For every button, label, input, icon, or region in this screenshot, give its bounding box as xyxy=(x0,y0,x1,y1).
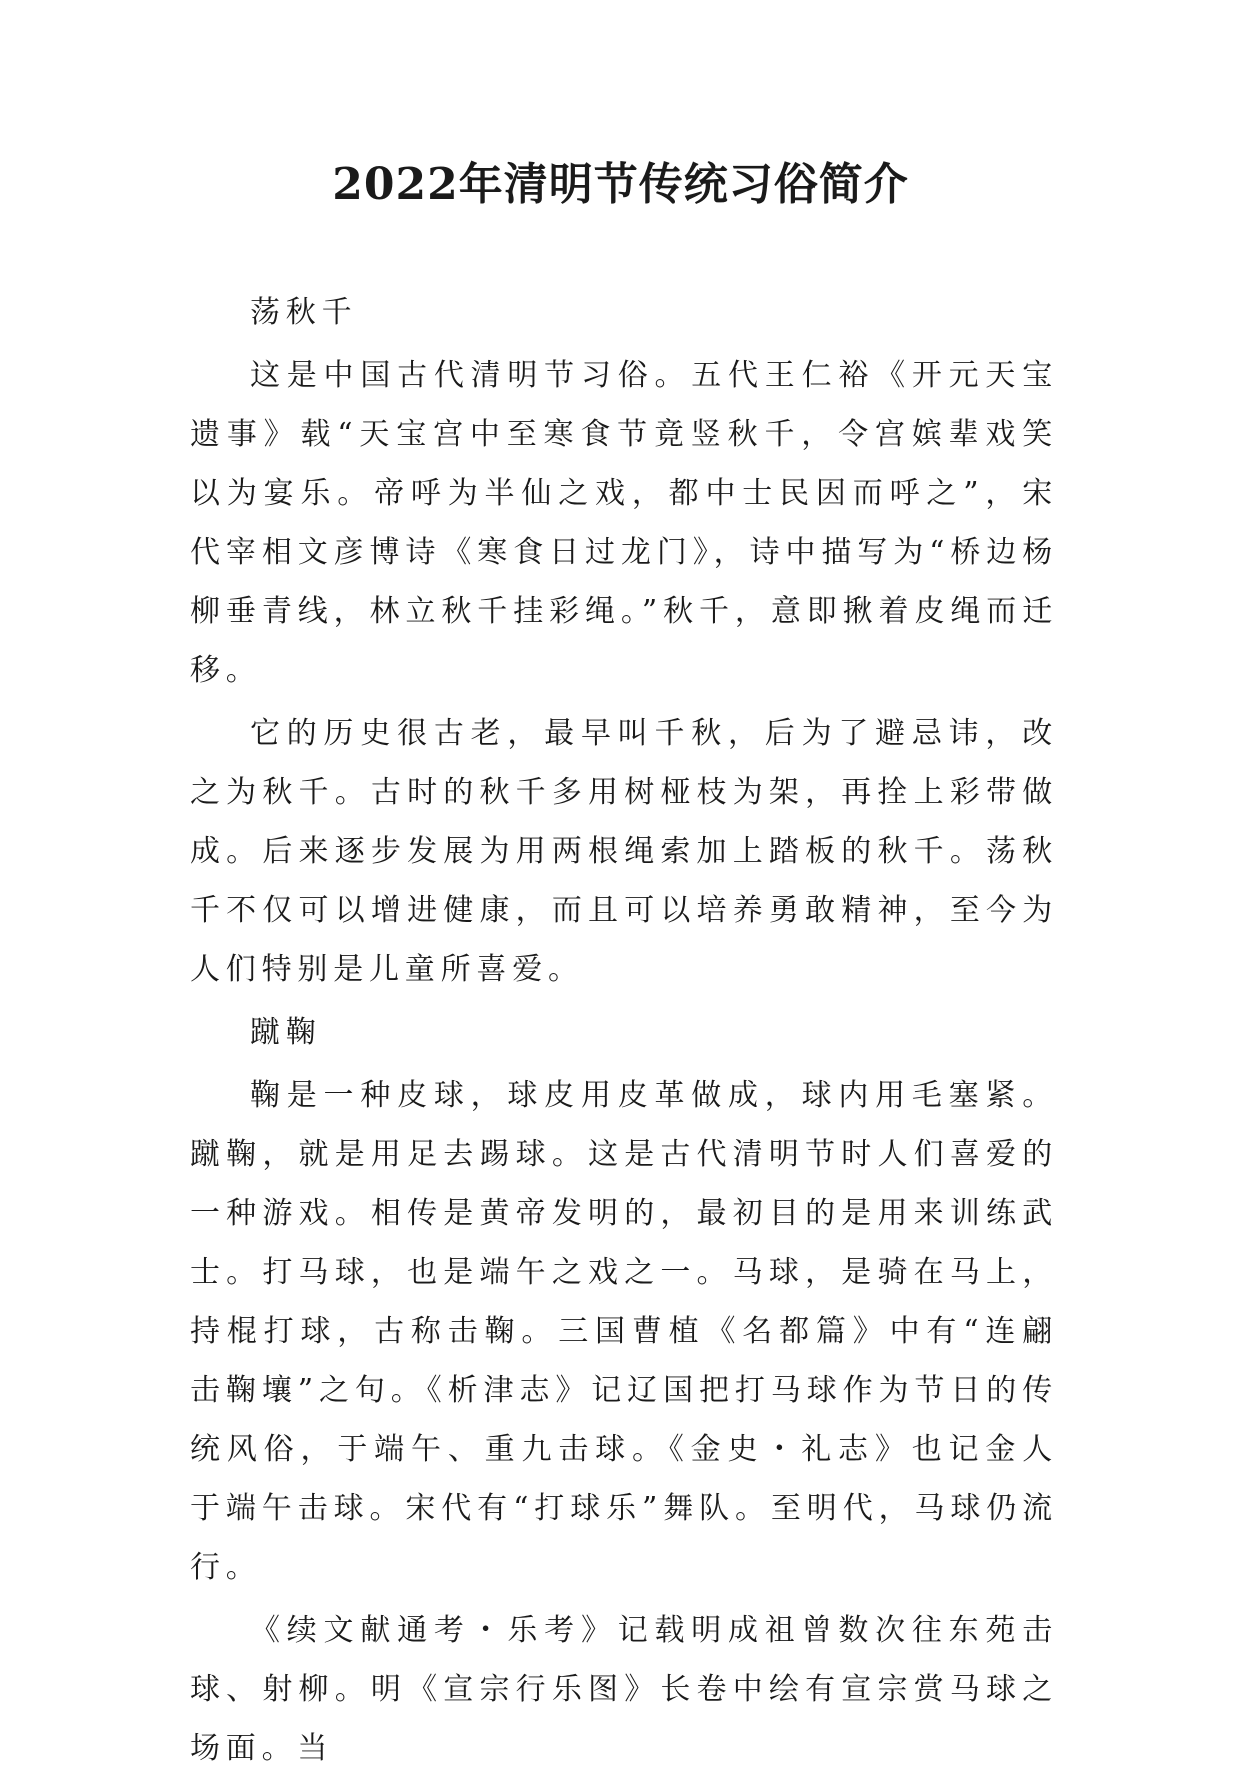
document-title: 2022年清明节传统习俗简介 xyxy=(332,159,909,210)
document-body xyxy=(190,283,1058,1778)
paragraph-polo-records: 《续文献通考・乐考》记载明成祖曾数次往东苑击球、射柳。明《宣宗行乐图》长卷中绘有宣宗赏马球之场面。当 xyxy=(190,1613,1058,1766)
paragraph-swing-origin: 它的历史很古老，最早叫千秋，后为了避忌讳，改之为秋千。古时的秋千多用树桠枝为架，再拴上彩带做成。后来逐步发展为用两根绳索加上踏板的秋千。荡秋千不仅可以增进健康，而且可以培养勇敢精神，至今为人们特别是儿童所喜爱。 xyxy=(190,716,1058,987)
paragraph-swing-history: 这是中国古代清明节习俗。五代王仁裕《开元天宝遗事》载“天宝宫中至寒食节竟竖秋千，令宫嫔辈戏笑以为宴乐。帝呼为半仙之戏，都中士民因而呼之”，宋代宰相文彦博诗《寒食日过龙门》，诗中描写为“桥边杨柳垂青线，林立秋千挂彩绳。”秋千，意即揪着皮绳而迁移。 xyxy=(190,358,1058,688)
paragraph-cuju-description: 鞠是一种皮球，球皮用皮革做成，球内用毛塞紧。蹴鞠，就是用足去踢球。这是古代清明节时人们喜爱的一种游戏。相传是黄帝发明的，最初目的是用来训练武士。打马球，也是端午之戏之一。马球，是骑在马上，持棍打球，古称击鞠。三国曹植《名都篇》中有“连翩击鞠壤”之句。《析津志》记辽国把打马球作为节日的传统风俗，于端午、重九击球。《金史・礼志》也记金人于端午击球。宋代有“打球乐”舞队。至明代，马球仍流行。 xyxy=(190,1078,1058,1585)
section-heading-swing: 荡秋千 xyxy=(250,295,358,330)
section-heading-cuju: 蹴鞠 xyxy=(250,1015,322,1050)
